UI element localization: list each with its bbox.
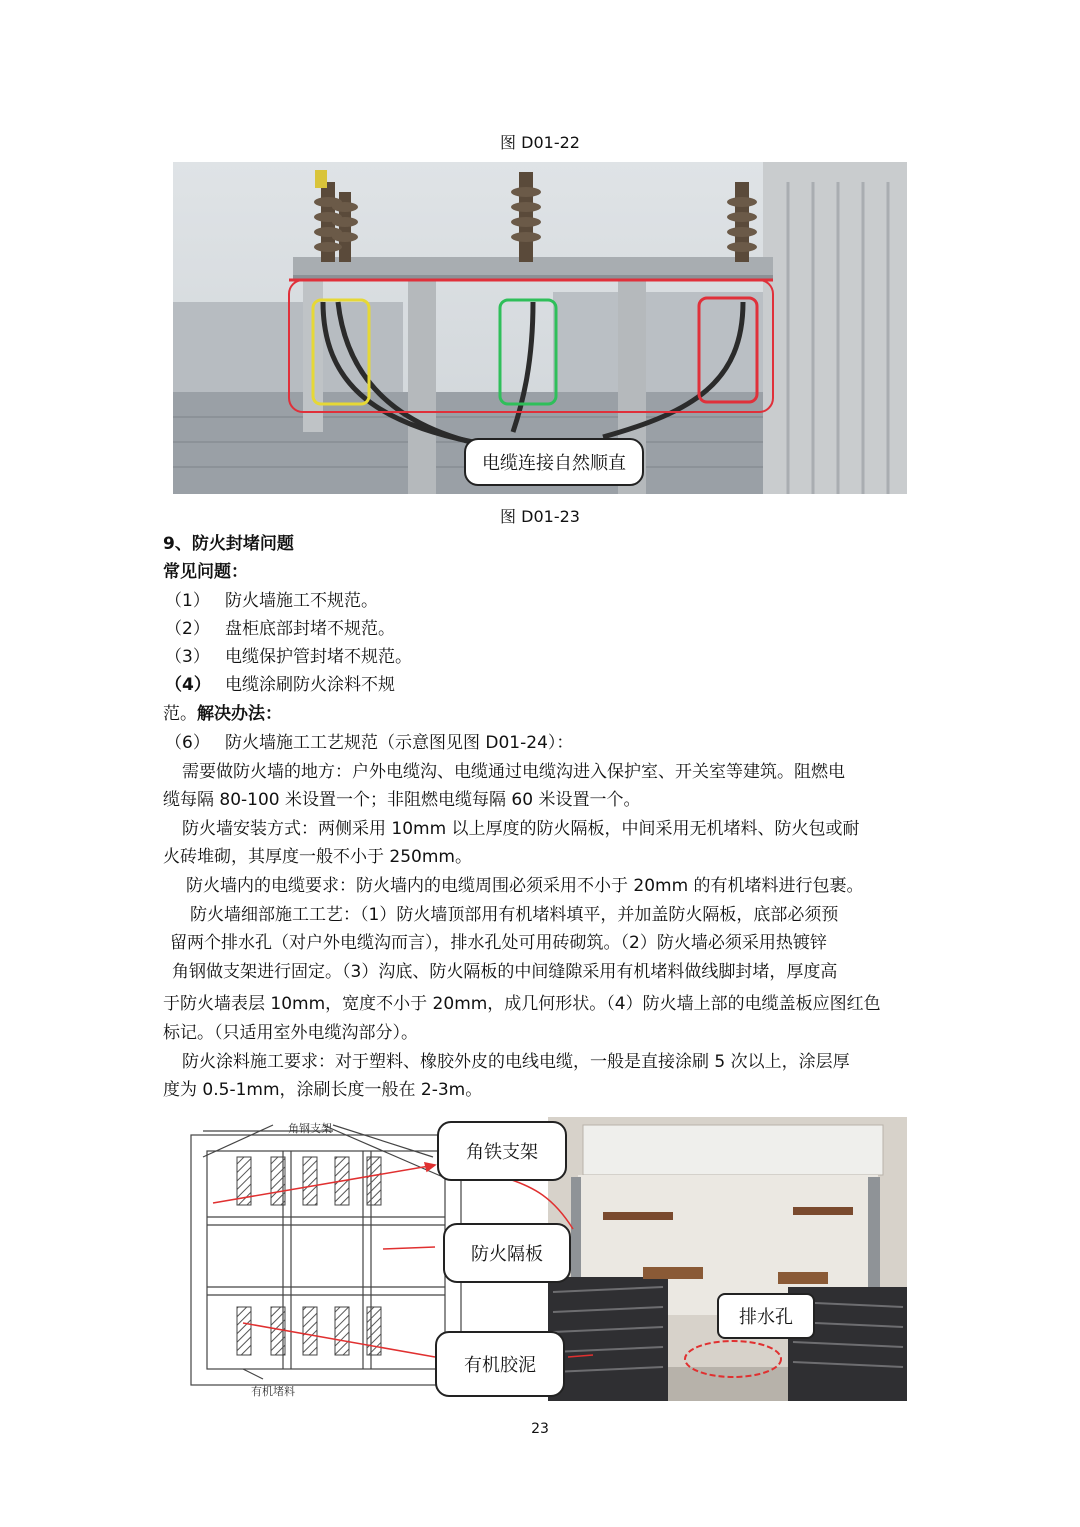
issue-number: （3） xyxy=(165,647,210,667)
paragraph-line: 火砖堆砌，其厚度一般不小于 250mm。 xyxy=(163,847,472,867)
paragraph-line: 标记。（只适用室外电缆沟部分）。 xyxy=(163,1023,418,1043)
figure-fire-wall xyxy=(173,1117,907,1401)
callout-angle-bracket: 角铁支架 xyxy=(437,1121,567,1181)
issue4-tail: 范。 xyxy=(163,704,197,724)
figure-caption-d01-22: 图 D01-22 xyxy=(500,133,580,152)
issue-item xyxy=(165,646,412,668)
issue-text: 电缆保护管封堵不规范。 xyxy=(225,647,412,667)
paragraph-line: 防火涂料施工要求：对于塑料、橡胶外皮的电线电缆，一般是直接涂刷 5 次以上，涂层厚 xyxy=(182,1052,850,1072)
solution-text: 防火墙施工工艺规范（示意图见图 D01-24）： xyxy=(225,733,574,753)
issue-item xyxy=(165,674,395,696)
issue-number: （1） xyxy=(165,591,210,611)
photo-cable-connection xyxy=(173,162,907,494)
callout-drain-hole: 排水孔 xyxy=(717,1293,815,1339)
callout-cable-connection: 电缆连接自然顺直 xyxy=(464,438,644,486)
paragraph-line: 防火墙细部施工工艺：（1）防火墙顶部用有机堵料填平，并加盖防火隔板，底部必须预 xyxy=(190,905,839,925)
diagram-label-angle-steel: 角钢支架 xyxy=(288,1122,332,1135)
paragraph-line: 防火墙内的电缆要求：防火墙内的电缆周围必须采用不小于 20mm 的有机堵料进行包裹。 xyxy=(186,876,864,896)
callout-fireproof-board: 防火隔板 xyxy=(443,1223,571,1283)
paragraph-line: 角钢做支架进行固定。（3）沟底、防火隔板的中间缝隙采用有机堵料做线脚封堵，厚度高 xyxy=(172,962,838,982)
issue-number: （4） xyxy=(165,675,211,695)
issue-text: 电缆涂刷防火涂料不规 xyxy=(225,675,395,695)
page-number: 23 xyxy=(531,1421,549,1437)
diagram-label-organic-sealant: 有机堵料 xyxy=(251,1385,295,1398)
solution-item xyxy=(165,732,573,754)
issue-item xyxy=(165,590,378,612)
solution-number: （6） xyxy=(165,733,210,753)
paragraph-line: 度为 0.5-1mm，涂刷长度一般在 2-3m。 xyxy=(163,1080,483,1100)
section-title: 9、防火封堵问题 xyxy=(163,534,294,554)
paragraph-line: 缆每隔 80-100 米设置一个；非阻燃电缆每隔 60 米设置一个。 xyxy=(163,790,641,810)
callout-organic-putty: 有机胶泥 xyxy=(435,1331,565,1397)
paragraph-line: 防火墙安装方式：两侧采用 10mm 以上厚度的防火隔板，中间采用无机堵料、防火包或耐 xyxy=(182,819,860,839)
issue-number: （2） xyxy=(165,619,210,639)
solution-title: 解决办法： xyxy=(197,704,282,724)
paragraph-line: 留两个排水孔（对户外电缆沟而言），排水孔处可用砖砌筑。（2）防火墙必须采用热镀锌 xyxy=(170,933,827,953)
issue-text: 盘柜底部封堵不规范。 xyxy=(225,619,395,639)
common-issues-title: 常见问题： xyxy=(163,562,248,582)
issue-text: 防火墙施工不规范。 xyxy=(225,591,378,611)
paragraph-line: 需要做防火墙的地方：户外电缆沟、电缆通过电缆沟进入保护室、开关室等建筑。阻燃电 xyxy=(182,762,845,782)
issue-item xyxy=(165,618,395,640)
paragraph-line: 于防火墙表层 10mm，宽度不小于 20mm，成几何形状。（4）防火墙上部的电缆盖板应图红色 xyxy=(163,994,881,1014)
figure-caption-d01-23: 图 D01-23 xyxy=(500,507,580,526)
solution-heading-line xyxy=(163,703,282,725)
